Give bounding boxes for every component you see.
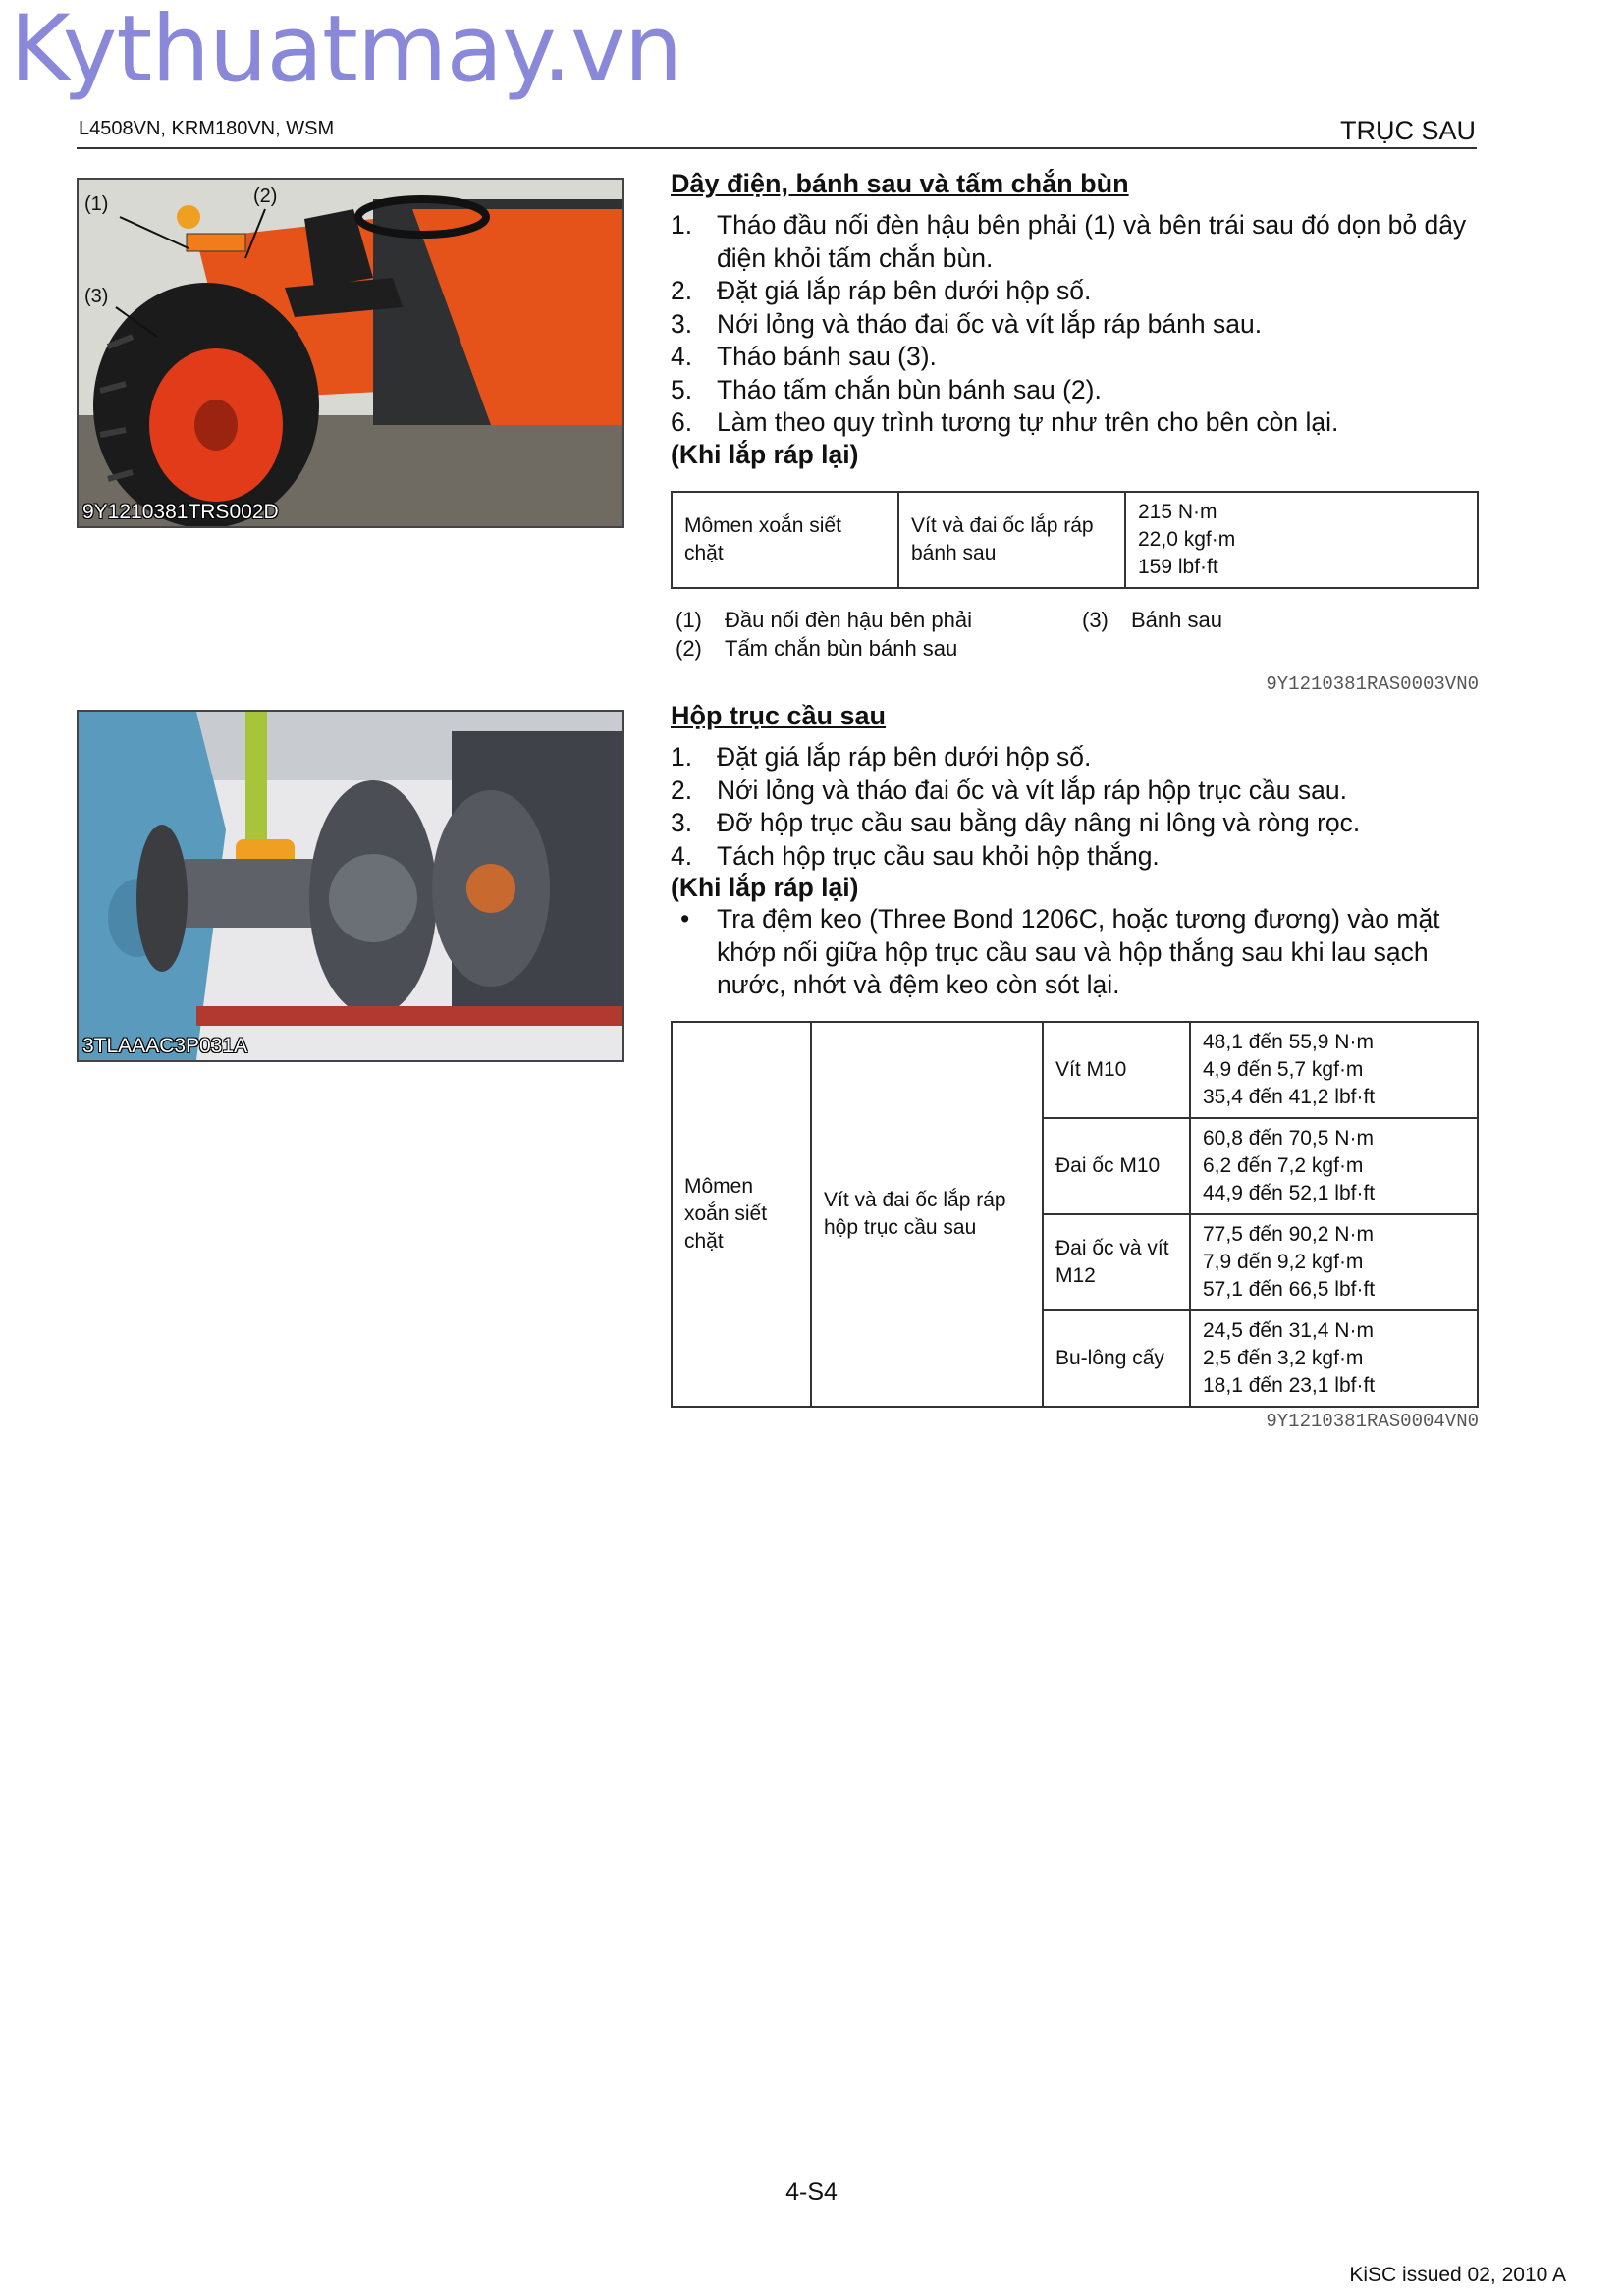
header-rule [77,147,1477,149]
section-title: Hộp trục cầu sau [671,701,887,730]
legend-number: (1) [676,608,702,632]
legend-text: Đầu nối đèn hậu bên phải [725,608,972,632]
torque-value: 24,5 đến 31,4 N·m [1203,1319,1374,1342]
reassembly-heading: (Khi lắp ráp lại) [671,439,859,469]
step-list [671,741,1478,873]
list-item [671,308,1478,342]
list-item [671,374,1478,407]
figure-rear-axle-case [77,710,624,1062]
callout-3: (3) [84,286,109,307]
torque-part: Đai ốc M10 [1043,1118,1190,1214]
list-item [671,807,1478,840]
torque-part: Vít M10 [1043,1022,1190,1118]
list-item [671,275,1478,308]
step-text: Tháo tấm chắn bùn bánh sau (2). [717,374,1102,404]
watermark: Kythuatmay.vn [10,0,682,103]
bullet-text: Tra đệm keo (Three Bond 1206C, hoặc tương đương) vào mặt khớp nối giữa hộp trục cầu sau và hộp thắng sau khi lau sạch nước, nhớt và đệm keo còn sót lại. [717,904,1440,999]
torque-part: Đai ốc và vít M12 [1043,1214,1190,1310]
reassembly-heading: (Khi lắp ráp lại) [671,873,859,902]
legend-number: (2) [676,636,702,661]
torque-value: 7,9 đến 9,2 kgf·m [1203,1251,1364,1273]
torque-value: 22,0 kgf·m [1138,528,1236,551]
callout-1: (1) [84,193,109,215]
step-text: Nới lỏng và tháo đai ốc và vít lắp ráp bánh sau. [717,308,1263,339]
step-number: 2. [671,774,693,805]
legend-text: Bánh sau [1131,608,1222,632]
table-row [672,1022,1478,1118]
torque-table-wheel [671,491,1479,589]
doc-code: 9Y1210381RAS0003VN0 [1266,673,1479,695]
section-rear-axle-case [671,701,1478,1002]
table-row [672,492,1478,588]
step-list [671,209,1478,440]
list-item [671,341,1478,374]
tractor-photo-illustration [79,180,622,526]
list-item [671,840,1478,874]
step-text: Làm theo quy trình tương tự như trên cho bên còn lại. [717,407,1339,437]
section-title: Dây điện, bánh sau và tấm chắn bùn [671,169,1129,198]
list-item [671,903,1478,1002]
step-number: 4. [671,840,693,871]
section-wiring-wheel-fender [671,169,1478,470]
bullet-list [671,903,1478,1002]
torque-value: 44,9 đến 52,1 lbf·ft [1203,1182,1376,1204]
torque-label: Mômen xoắn siết chặt [672,1022,811,1407]
torque-value: 18,1 đến 23,1 lbf·ft [1203,1374,1376,1397]
step-number: 6. [671,407,693,437]
step-text: Tháo đầu nối đèn hậu bên phải (1) và bên trái sau đó dọn bỏ dây điện khỏi tấm chắn bùn. [717,210,1467,273]
step-text: Đặt giá lắp ráp bên dưới hộp số. [717,276,1092,305]
torque-value: 159 lbf·ft [1138,556,1218,578]
figure-code: 3TLAAAC3P031A [82,1035,248,1057]
step-number: 1. [671,742,693,772]
page-number: 4-S4 [785,2178,838,2206]
bullet-icon: • [680,904,690,934]
step-number: 2. [671,276,693,305]
step-text: Đặt giá lắp ráp bên dưới hộp số. [717,742,1092,772]
step-text: Nới lỏng và tháo đai ốc và vít lắp ráp hộp trục cầu sau. [717,774,1347,805]
torque-label: Mômen xoắn siết chặt [672,492,898,588]
step-number: 1. [671,210,693,240]
legend-right [1082,606,1377,634]
torque-part: Bu-lông cấy [1043,1310,1190,1407]
torque-value: 2,5 đến 3,2 kgf·m [1203,1347,1364,1369]
torque-values [1190,1214,1478,1310]
torque-item: Vít và đai ốc lắp ráp hộp trục cầu sau [811,1022,1043,1407]
torque-values [1190,1022,1478,1118]
step-number: 3. [671,308,693,339]
step-number: 4. [671,342,693,371]
list-item [671,741,1478,774]
torque-table-axle [671,1021,1479,1408]
callout-2: (2) [253,186,278,207]
torque-value: 77,5 đến 90,2 N·m [1203,1223,1374,1246]
list-item [671,406,1478,440]
figure-code: 9Y1210381TRS002D [82,501,279,523]
torque-value: 48,1 đến 55,9 N·m [1203,1031,1374,1053]
legend-text: Tấm chắn bùn bánh sau [725,636,958,661]
figure-tractor-rear-wheel [77,178,624,528]
step-text: Tách hộp trục cầu sau khỏi hộp thắng. [717,840,1160,871]
list-item [671,209,1478,275]
step-number: 3. [671,808,693,837]
axle-photo-illustration [79,712,622,1060]
torque-value: 4,9 đến 5,7 kgf·m [1203,1058,1364,1081]
torque-value: 57,1 đến 66,5 lbf·ft [1203,1278,1376,1301]
torque-values [1125,492,1478,588]
torque-value: 6,2 đến 7,2 kgf·m [1203,1154,1364,1177]
legend-item [676,634,1284,663]
step-text: Đỡ hộp trục cầu sau bằng dây nâng ni lông và ròng rọc. [717,808,1361,837]
manual-title: L4508VN, KRM180VN, WSM [79,118,335,139]
step-number: 5. [671,374,693,404]
torque-value: 60,8 đến 70,5 N·m [1203,1127,1374,1149]
legend-item [1082,606,1377,634]
issue-label: KiSC issued 02, 2010 A [1349,2264,1566,2286]
doc-code: 9Y1210381RAS0004VN0 [1266,1411,1479,1432]
legend-number: (3) [1082,608,1109,632]
torque-values [1190,1310,1478,1407]
torque-value: 215 N·m [1138,501,1217,523]
torque-item: Vít và đai ốc lắp ráp bánh sau [898,492,1125,588]
list-item [671,774,1478,808]
torque-values [1190,1118,1478,1214]
torque-value: 35,4 đến 41,2 lbf·ft [1203,1086,1376,1108]
step-text: Tháo bánh sau (3). [717,342,937,371]
chapter-title: TRỤC SAU [1339,116,1476,145]
